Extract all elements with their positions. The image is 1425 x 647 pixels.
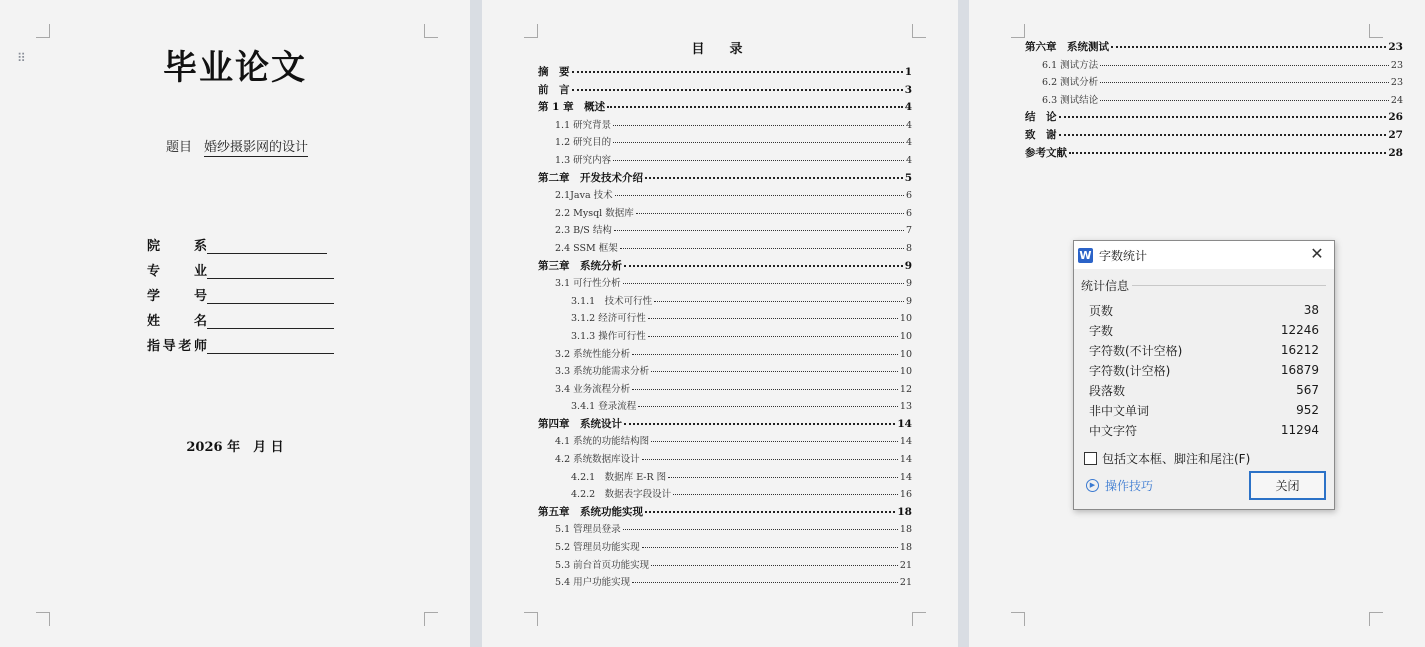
toc-leader-dots (1100, 65, 1389, 66)
toc-entry-page: 18 (897, 505, 912, 518)
stat-value: 952 (1296, 403, 1319, 417)
toc-leader-dots (1111, 46, 1386, 48)
toc-entry[interactable] (1025, 74, 1403, 92)
toc-entry-page: 3 (904, 83, 912, 96)
include-textboxes-checkbox[interactable] (1084, 452, 1097, 465)
toc-entry-page: 5 (904, 171, 912, 184)
toc-entry-page: 10 (899, 348, 912, 360)
toc-entry-text: 3.1.3 操作可行性 (571, 330, 646, 342)
toc-entry[interactable] (538, 486, 912, 504)
stat-row (1089, 380, 1319, 400)
include-textboxes-checkbox-row[interactable] (1084, 450, 1334, 467)
cover-field-student-id (147, 285, 334, 304)
toc-entry-page: 9 (904, 259, 912, 272)
toc-entry-page: 14 (899, 454, 912, 466)
stats-section-header (1081, 277, 1326, 294)
toc-entry[interactable] (538, 205, 912, 223)
margin-corner-mark (912, 24, 926, 38)
section-divider (1132, 285, 1326, 286)
toc-entry[interactable] (538, 416, 912, 434)
toc-leader-dots (620, 248, 904, 249)
toc-entry[interactable] (1025, 145, 1403, 163)
margin-corner-mark (424, 612, 438, 626)
toc-leader-dots (632, 389, 898, 390)
cover-date: 2026 年 月 日 (186, 440, 284, 455)
topic-label: 题目 (166, 140, 193, 155)
toc-entry-text: 1.2 研究目的 (555, 137, 612, 149)
toc-entry-page: 6 (905, 190, 912, 202)
toc-entry[interactable] (538, 293, 912, 311)
toc-entry-text: 摘 要 (538, 66, 570, 78)
cover-field-major (147, 260, 334, 279)
toc-entry-page: 6 (905, 207, 912, 219)
toc-entry[interactable] (1025, 92, 1403, 110)
toc-entry-page: 9 (905, 278, 912, 290)
toc-entry[interactable] (1025, 57, 1403, 75)
margin-corner-mark (1011, 612, 1025, 626)
toc-entry-text: 4.2 系统数据库设计 (555, 454, 640, 466)
stats-list (1089, 300, 1319, 440)
toc-entry[interactable] (538, 64, 912, 82)
dialog-titlebar[interactable] (1074, 241, 1334, 269)
toc-entry-text: 第五章 系统功能实现 (538, 505, 643, 518)
toc-entry-page: 28 (1388, 146, 1403, 159)
stat-value: 16879 (1280, 363, 1319, 377)
toc-leader-dots (624, 423, 895, 425)
field-label: 学 号 (147, 289, 207, 304)
margin-corner-mark (524, 612, 538, 626)
toc-entry-text: 结 论 (1025, 111, 1057, 124)
margin-corner-mark (1369, 612, 1383, 626)
toc-list (538, 64, 912, 592)
cover-field-name (147, 310, 334, 329)
toc-entry-text: 5.3 前台首页功能实现 (555, 559, 650, 571)
stat-row (1089, 340, 1319, 360)
toc-entry-page: 18 (899, 542, 912, 554)
toc-entry-text: 3.4.1 登录流程 (571, 401, 637, 413)
stat-label: 字符数(不计空格) (1089, 343, 1183, 358)
toc-leader-dots (615, 195, 904, 196)
toc-entry[interactable] (538, 557, 912, 575)
close-icon[interactable]: ✕ (1310, 244, 1324, 263)
toc-entry-page: 4 (905, 154, 912, 166)
toc-entry[interactable] (538, 398, 912, 416)
cover-field-department (147, 235, 327, 254)
stat-label: 段落数 (1089, 383, 1126, 398)
word-app-icon: W (1079, 248, 1092, 262)
toc-entry[interactable] (538, 574, 912, 592)
toc-entry-text: 第六章 系统测试 (1025, 41, 1109, 53)
toc-entry[interactable] (538, 469, 912, 487)
word-count-dialog (1073, 240, 1335, 510)
toc-leader-dots (613, 125, 904, 126)
stat-row (1089, 360, 1319, 380)
toc-entry-page: 10 (899, 366, 912, 378)
toc-leader-dots (636, 213, 904, 214)
margin-corner-mark (524, 24, 538, 38)
toc-leader-dots (654, 301, 904, 302)
toc-entry-text: 3.1 可行性分析 (555, 278, 621, 290)
drag-handle-icon[interactable]: ⠿ (17, 51, 27, 65)
toc-leader-dots (1059, 134, 1387, 136)
stat-value: 38 (1303, 303, 1319, 317)
toc-leader-dots (642, 459, 898, 460)
field-underline (207, 240, 327, 254)
toc-leader-dots (623, 529, 898, 530)
cover-field-advisor (147, 335, 334, 354)
toc-entry-page: 14 (899, 471, 912, 483)
stat-label: 中文字符 (1089, 423, 1138, 438)
toc-entry-text: 5.2 管理员功能实现 (555, 542, 640, 554)
toc-entry-page: 23 (1390, 59, 1403, 71)
stat-value: 567 (1296, 383, 1319, 397)
toc-entry[interactable] (538, 521, 912, 539)
document-page-toc (482, 0, 958, 647)
toc-entry-text: 参考文献 (1025, 146, 1067, 159)
section-label: 统计信息 (1081, 279, 1130, 293)
toc-entry[interactable] (538, 187, 912, 205)
toc-entry[interactable] (538, 134, 912, 152)
topic-value: 婚纱摄影网的设计 (204, 140, 309, 155)
toc-leader-dots (632, 354, 898, 355)
stat-label: 页数 (1089, 303, 1114, 318)
toc-entry-page: 4 (905, 119, 912, 131)
toc-entry[interactable] (538, 451, 912, 469)
toc-entry-text: 4.2.2 数据表字段设计 (571, 489, 672, 501)
toc-entry-text: 致 谢 (1025, 128, 1057, 141)
toc-leader-dots (673, 494, 898, 495)
toc-entry-text: 1.3 研究内容 (555, 154, 612, 166)
toc-entry-text: 3.3 系统功能需求分析 (555, 366, 650, 378)
stat-row (1089, 300, 1319, 320)
toc-leader-dots (645, 511, 895, 513)
toc-entry-text: 第二章 开发技术介绍 (538, 171, 643, 184)
toc-entry[interactable] (538, 363, 912, 381)
toc-entry-text: 2.4 SSM 框架 (555, 242, 618, 254)
margin-corner-mark (1369, 24, 1383, 38)
toc-entry[interactable] (538, 433, 912, 451)
toc-entry-text: 6.3 测试结论 (1042, 94, 1099, 106)
toc-entry[interactable] (538, 539, 912, 557)
stat-value: 11294 (1280, 423, 1319, 437)
toc-leader-dots (607, 106, 903, 108)
checkbox-label: 包括文本框、脚注和尾注(F) (1102, 452, 1251, 466)
stat-row (1089, 420, 1319, 440)
toc-entry-page: 10 (899, 330, 912, 342)
cover-title: 毕业论文 (163, 48, 307, 88)
toc-entry[interactable] (538, 328, 912, 346)
margin-corner-mark (36, 24, 50, 38)
toc-leader-dots (613, 160, 904, 161)
toc-entry-text: 2.2 Mysql 数据库 (555, 207, 634, 219)
toc-entry[interactable] (538, 310, 912, 328)
toc-entry-page: 14 (899, 436, 912, 448)
toc-leader-dots (613, 142, 904, 143)
stat-label: 字数 (1089, 323, 1114, 338)
toc-entry[interactable] (1025, 39, 1403, 57)
document-page-cover (0, 0, 470, 647)
field-underline (207, 315, 334, 329)
toc-entry-page: 10 (899, 313, 912, 325)
toc-entry-page: 4 (905, 137, 912, 149)
toc-leader-dots (668, 477, 898, 478)
field-underline (207, 290, 334, 304)
tips-link[interactable] (1086, 477, 1153, 494)
toc-entry-page: 14 (897, 417, 912, 430)
toc-entry-page: 7 (905, 225, 912, 237)
toc-entry-page: 23 (1388, 41, 1403, 53)
toc-entry[interactable] (538, 152, 912, 170)
toc-entry-text: 6.1 测试方法 (1042, 59, 1099, 71)
toc-leader-dots (632, 582, 898, 583)
toc-entry-text: 第 1 章 概述 (538, 101, 606, 114)
margin-corner-mark (424, 24, 438, 38)
toc-entry-text: 2.3 B/S 结构 (555, 225, 612, 237)
stat-value: 16212 (1280, 343, 1319, 357)
toc-entry-text: 3.2 系统性能分析 (555, 348, 631, 360)
cover-topic (166, 136, 308, 155)
toc-leader-dots (624, 265, 903, 267)
toc-leader-dots (1100, 82, 1389, 83)
toc-entry-page: 26 (1388, 111, 1403, 124)
toc-leader-dots (1069, 152, 1386, 154)
dialog-title: 字数统计 (1099, 248, 1148, 263)
toc-entry-text: 第四章 系统设计 (538, 417, 622, 430)
toc-entry[interactable] (538, 170, 912, 188)
margin-corner-mark (36, 612, 50, 626)
toc-entry-text: 3.4 业务流程分析 (555, 383, 631, 395)
toc-entry-page: 23 (1390, 77, 1403, 89)
toc-entry[interactable] (538, 258, 912, 276)
stat-row (1089, 320, 1319, 340)
toc-entry-text: 1.1 研究背景 (555, 119, 612, 131)
toc-entry-text: 前 言 (538, 83, 570, 96)
toc-leader-dots (638, 406, 898, 407)
stat-value: 12246 (1280, 323, 1319, 337)
toc-title: 目 录 (691, 42, 749, 57)
field-label: 指导老师 (147, 339, 207, 354)
toc-entry-page: 21 (899, 577, 912, 589)
toc-leader-dots (651, 441, 898, 442)
close-button[interactable]: 关闭 (1249, 471, 1326, 500)
toc-entry-page: 16 (899, 489, 912, 501)
field-label: 专 业 (147, 264, 207, 279)
toc-entry-page: 1 (904, 66, 912, 78)
toc-leader-dots (572, 89, 903, 91)
toc-entry-text: 第三章 系统分析 (538, 259, 622, 272)
toc-entry[interactable] (538, 99, 912, 117)
toc-entry[interactable] (538, 346, 912, 364)
toc-entry[interactable] (1025, 109, 1403, 127)
toc-leader-dots (642, 547, 898, 548)
toc-entry[interactable] (538, 222, 912, 240)
toc-entry[interactable] (538, 117, 912, 135)
toc-leader-dots (623, 283, 904, 284)
toc-entry-page: 13 (899, 401, 912, 413)
play-icon: ▶ (1086, 479, 1099, 492)
margin-corner-mark (912, 612, 926, 626)
toc-entry-text: 3.1.2 经济可行性 (571, 313, 646, 325)
toc-entry[interactable] (538, 504, 912, 522)
toc-entry[interactable] (1025, 127, 1403, 145)
field-underline (207, 340, 334, 354)
dialog-footer (1074, 471, 1334, 499)
toc-leader-dots (572, 71, 903, 73)
toc-entry-text: 4.1 系统的功能结构图 (555, 436, 650, 448)
toc-entry-text: 5.1 管理员登录 (555, 524, 621, 536)
toc-entry-text: 5.4 用户功能实现 (555, 577, 631, 589)
margin-corner-mark (1011, 24, 1025, 38)
toc-entry-text: 3.1.1 技术可行性 (571, 295, 653, 307)
toc-entry-page: 27 (1388, 128, 1403, 141)
toc-leader-dots (648, 336, 898, 337)
toc-leader-dots (645, 177, 903, 179)
field-underline (207, 265, 334, 279)
toc-entry-page: 8 (905, 242, 912, 254)
toc-entry-page: 9 (905, 295, 912, 307)
toc-entry-page: 12 (899, 383, 912, 395)
field-label: 院 系 (147, 239, 207, 254)
toc-list (1025, 39, 1403, 162)
tips-label: 操作技巧 (1105, 479, 1154, 493)
toc-entry-page: 21 (899, 559, 912, 571)
toc-entry-page: 4 (904, 101, 912, 114)
toc-entry[interactable] (538, 381, 912, 399)
toc-entry-text: 4.2.1 数据库 E-R 图 (571, 471, 667, 483)
toc-leader-dots (651, 371, 898, 372)
toc-leader-dots (651, 565, 898, 566)
toc-entry[interactable] (538, 240, 912, 258)
toc-entry-text: 6.2 测试分析 (1042, 77, 1099, 89)
toc-entry-page: 24 (1390, 94, 1403, 106)
toc-leader-dots (648, 318, 898, 319)
stat-label: 非中文单词 (1089, 403, 1150, 418)
toc-entry-page: 18 (899, 524, 912, 536)
stat-row (1089, 400, 1319, 420)
stat-label: 字符数(计空格) (1089, 363, 1171, 378)
toc-leader-dots (1059, 116, 1387, 118)
toc-entry[interactable] (538, 82, 912, 100)
field-label: 姓 名 (147, 314, 207, 329)
toc-entry[interactable] (538, 275, 912, 293)
toc-leader-dots (1100, 100, 1389, 101)
toc-entry-text: 2.1Java 技术 (555, 190, 613, 202)
toc-leader-dots (614, 230, 904, 231)
